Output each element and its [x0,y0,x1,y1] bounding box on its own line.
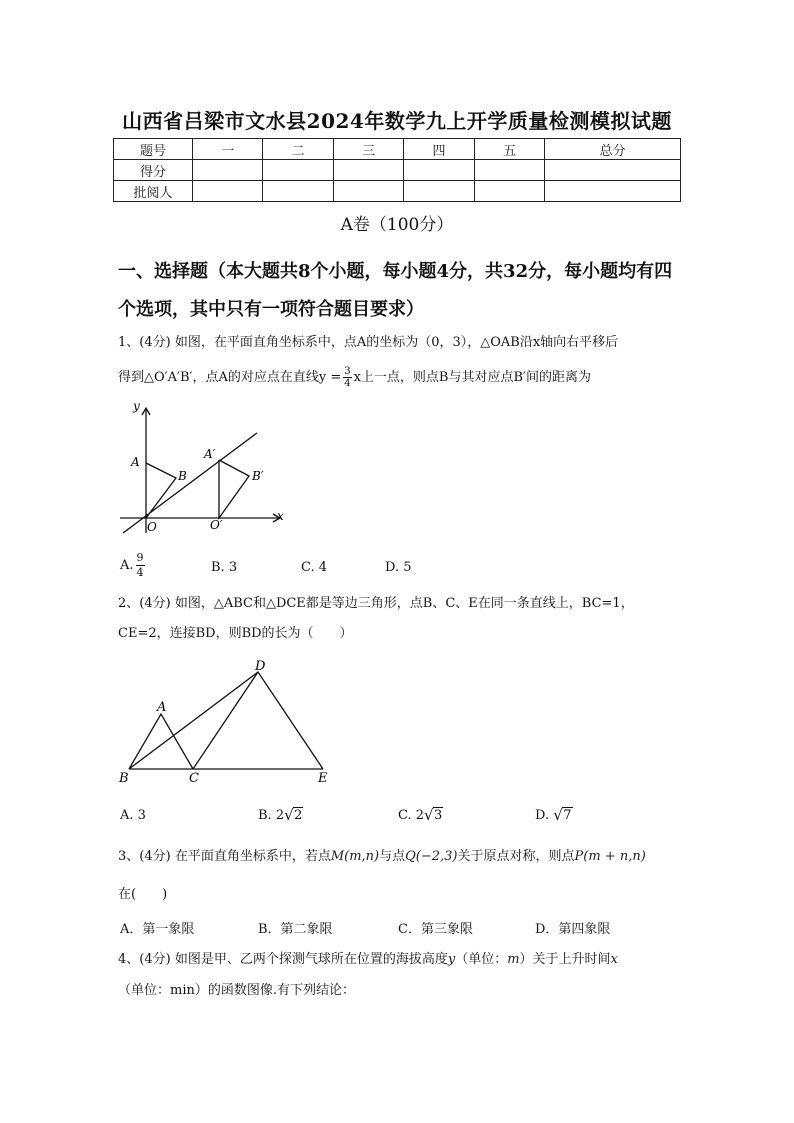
label-y: y [133,399,140,413]
label-o-prime: O′ [210,518,223,532]
table-cell: 四 [404,139,474,160]
figure-equilateral-triangles [115,655,340,785]
table-cell: 三 [333,139,403,160]
q2-option-d[interactable]: D. √ 7 [535,808,573,823]
table-cell: 题号 [114,139,193,160]
label-a-prime: A′ [204,447,216,461]
label-b: B [178,469,187,483]
question-1-line-1: 1、(4分) 如图，在平面直角坐标系中，点A的坐标为（0，3），△OAB沿x轴向右平移后 [118,335,619,350]
figure-translation [115,398,290,538]
q3-option-d[interactable]: D．第四象限 [535,922,611,937]
triangle-oab [146,463,176,518]
table-cell: 得分 [114,160,193,181]
score-table [113,138,681,202]
triangle-abc [129,714,193,769]
q2-option-c[interactable]: C. 2√ 3 [398,808,443,823]
q1-option-a[interactable]: A. $\frac{9}{4}$ [120,551,144,579]
q2-option-a[interactable]: A. 3 [120,808,146,823]
q1-option-c[interactable]: C. 4 [301,560,328,575]
table-row [114,160,681,181]
label-b-prime: B′ [252,469,264,483]
question-2-line-1: 2、(4分) 如图，△ABC和△DCE都是等边三角形，点B、C、E在同一条直线上，BC=1， [118,596,634,611]
table-cell: 五 [474,139,544,160]
question-3-line-1: 3、(4分) 在平面直角坐标系中，若点M(m,n)与点Q(−2,3)关于原点对称，则点P(m + n,n) [118,849,646,864]
label-c: C [189,771,199,785]
exam-title: 山西省吕梁市文水县2024年数学九上开学质量检测模拟试题 [122,109,672,133]
q3-option-a[interactable]: A．第一象限 [120,922,195,937]
label-a: A [157,700,167,715]
table-cell: 二 [263,139,333,160]
table-row [114,181,681,202]
triangle-dce [193,672,323,769]
segment-bd [129,672,258,769]
question-4-line-1: 4、(4分) 如图是甲、乙两个探测气球所在位置的海拔高度y（单位：m）关于上升时间x [118,952,618,967]
question-2-line-2: CE=2，连接BD，则BD的长为（ ） [118,626,353,641]
label-a: A [131,455,140,469]
q3-option-b[interactable]: B．第二象限 [258,922,333,937]
fraction: $\frac{3}{4}$ [344,366,351,389]
q2-option-b[interactable]: B. 2√ 2 [258,808,303,823]
table-cell: 批阅人 [114,181,193,202]
q1-option-d[interactable]: D. 5 [385,560,412,575]
q3-option-c[interactable]: C．第三象限 [398,922,473,937]
question-1-line-2: 得到△O′A′B′，点A的对应点在直线y = $\frac{3}{4}$ x上一点，则点B与其对应点B′间的距离为 [118,366,591,389]
label-e: E [318,771,328,785]
label-d: D [255,659,266,674]
triangle-o2a2b2 [219,460,249,518]
label-b: B [119,771,129,785]
table-cell: 一 [193,139,263,160]
table-cell: 总分 [545,139,681,160]
label-x: x [277,509,284,523]
section-heading: 一、选择题（本大题共8个小题，每小题4分，共32分，每小题均有四个选项，其中只有一项符合题目要求） [118,261,673,320]
table-row [114,139,681,160]
volume-heading: A卷（100分） [340,215,454,235]
label-o: O [147,520,157,534]
q1-option-b[interactable]: B. 3 [211,560,238,575]
question-3-line-2: 在( ) [118,887,168,902]
question-4-line-2: （单位：min）的函数图像.有下列结论： [118,983,355,998]
